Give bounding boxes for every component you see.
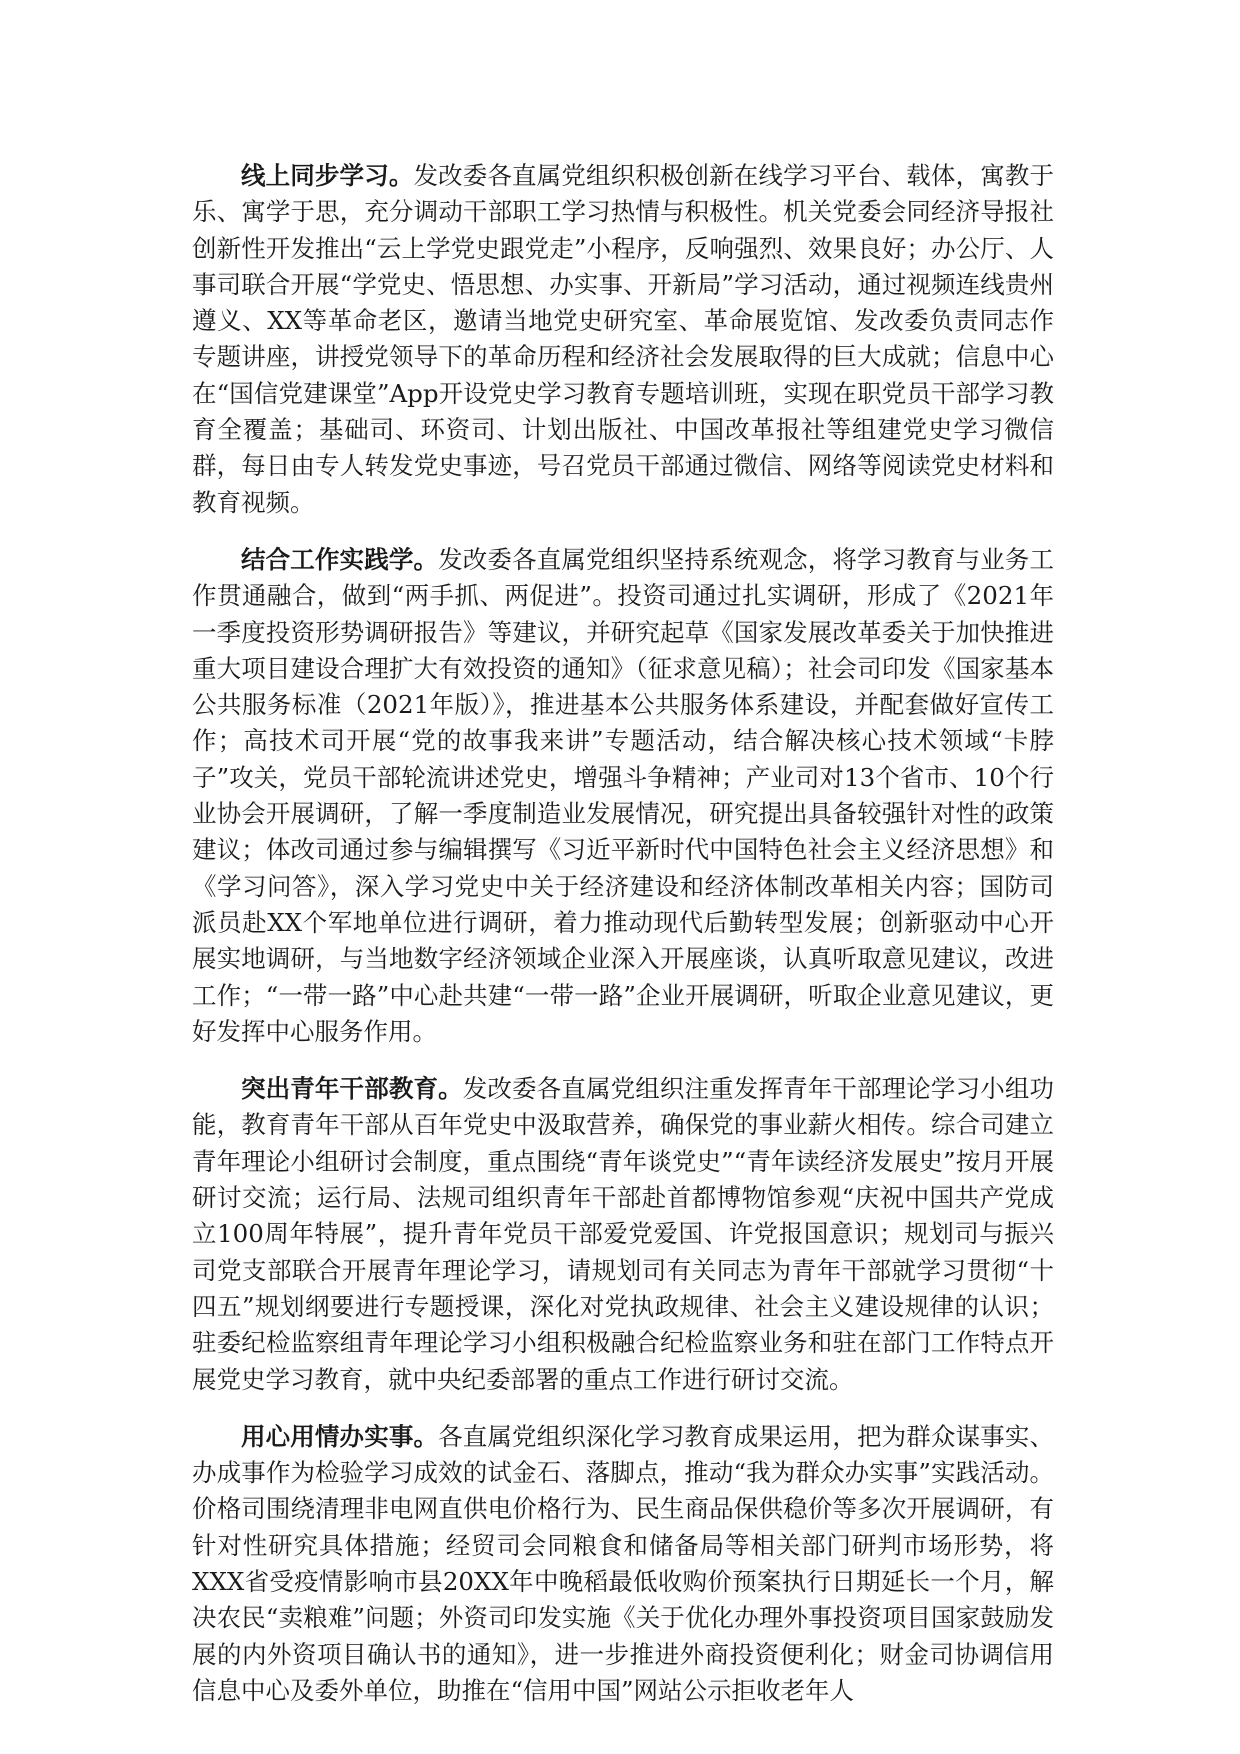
paragraph-text: 发改委各直属党组织注重发挥青年干部理论学习小组功能，教育青年干部从百年党史中汲取营养，确保党的事业薪火相传。综合司建立青年理论小组研讨会制度，重点围绕“青年谈党史”“青年读经济发展史”按月开展研讨交流；运行局、法规司组织青年干部赴首都博物馆参观“庆祝中国共产党成立100周年特展”，提升青年党员干部爱党爱国、许党报国意识；规划司与振兴司党支部联合开展青年理论学习，请规划司有关同志为青年干部就学习贯彻“十四五”规划纲要进行专题授课，深化对党执政规律、社会主义建设规律的认识；驻委纪检监察组青年理论学习小组积极融合纪检监察业务和驻在部门工作特点开展党史学习教育，就中央纪委部署的重点工作进行研讨交流。 <box>192 1074 1054 1394</box>
document-body <box>192 158 1054 1730</box>
paragraph-youth-education <box>192 1071 1054 1398</box>
paragraph-heading: 突出青年干部教育。 <box>241 1074 463 1104</box>
paragraph-text: 发改委各直属党组织坚持系统观念，将学习教育与业务工作贯通融合，做到“两手抓、两促进”。投资司通过扎实调研，形成了《2021年一季度投资形势调研报告》等建议，并研究起草《国家发展改革委关于加快推进重大项目建设合理扩大有效投资的通知》（征求意见稿）；社会司印发《国家基本公共服务标准（2021年版）》，推进基本公共服务体系建设，并配套做好宣传工作；高技术司开展“党的故事我来讲”专题活动，结合解决核心技术领域“卡脖子”攻关，党员干部轮流讲述党史，增强斗争精神；产业司对13个省市、10个行业协会开展调研，了解一季度制造业发展情况，研究提出具备较强针对性的政策建议；体改司通过参与编辑撰写《习近平新时代中国特色社会主义经济思想》和《学习问答》，深入学习党史中关于经济建设和经济体制改革相关内容；国防司派员赴XX个军地单位进行调研，着力推动现代后勤转型发展；创新驱动中心开展实地调研，与当地数字经济领域企业深入开展座谈，认真听取意见建议，改进工作；“一带一路”中心赴共建“一带一路”企业开展调研，听取企业意见建议，更好发挥中心服务作用。 <box>192 544 1054 1046</box>
paragraph-heading: 线上同步学习。 <box>241 161 414 190</box>
paragraph-text: 发改委各直属党组织积极创新在线学习平台、载体，寓教于乐、寓学于思，充分调动干部职工学习热情与积极性。机关党委会同经济导报社创新性开发推出“云上学党史跟党走”小程序，反响强烈、效果良好；办公厅、人事司联合开展“学党史、悟思想、办实事、开新局”学习活动，通过视频连线贵州遵义、XX等革命老区，邀请当地党史研究室、革命展览馆、发改委负责同志作专题讲座，讲授党领导下的革命历程和经济社会发展取得的巨大成就；信息中心在“国信党建课堂”App开设党史学习教育专题培训班，实现在职党员干部学习教育全覆盖；基础司、环资司、计划出版社、中国改革报社等组建党史学习微信群，每日由专人转发党史事迹，号召党员干部通过微信、网络等阅读党史材料和教育视频。 <box>192 161 1054 517</box>
paragraph-heading: 结合工作实践学。 <box>241 544 439 574</box>
paragraph-online-study <box>192 158 1054 521</box>
paragraph-text: 各直属党组织深化学习教育成果运用，把为群众谋事实、办成事作为检验学习成效的试金石、落脚点，推动“我为群众办实事”实践活动。价格司围绕清理非电网直供电价格行为、民生商品保供稳价等多次开展调研，有针对性研究具体措施；经贸司会同粮食和储备局等相关部门研判市场形势，将XXX省受疫情影响市县20XX年中晚稻最低收购价预案执行日期延长一个月，解决农民“卖粮难”问题；外资司印发实施《关于优化办理外事投资项目国家鼓励发展的内外资项目确认书的通知》，进一步推进外商投资便利化；财金司协调信用信息中心及委外单位，助推在“信用中国”网站公示拒收老年人 <box>192 1421 1054 1705</box>
paragraph-practical-affairs <box>192 1419 1054 1709</box>
paragraph-work-practice <box>192 542 1054 1050</box>
paragraph-heading: 用心用情办实事。 <box>241 1421 439 1451</box>
